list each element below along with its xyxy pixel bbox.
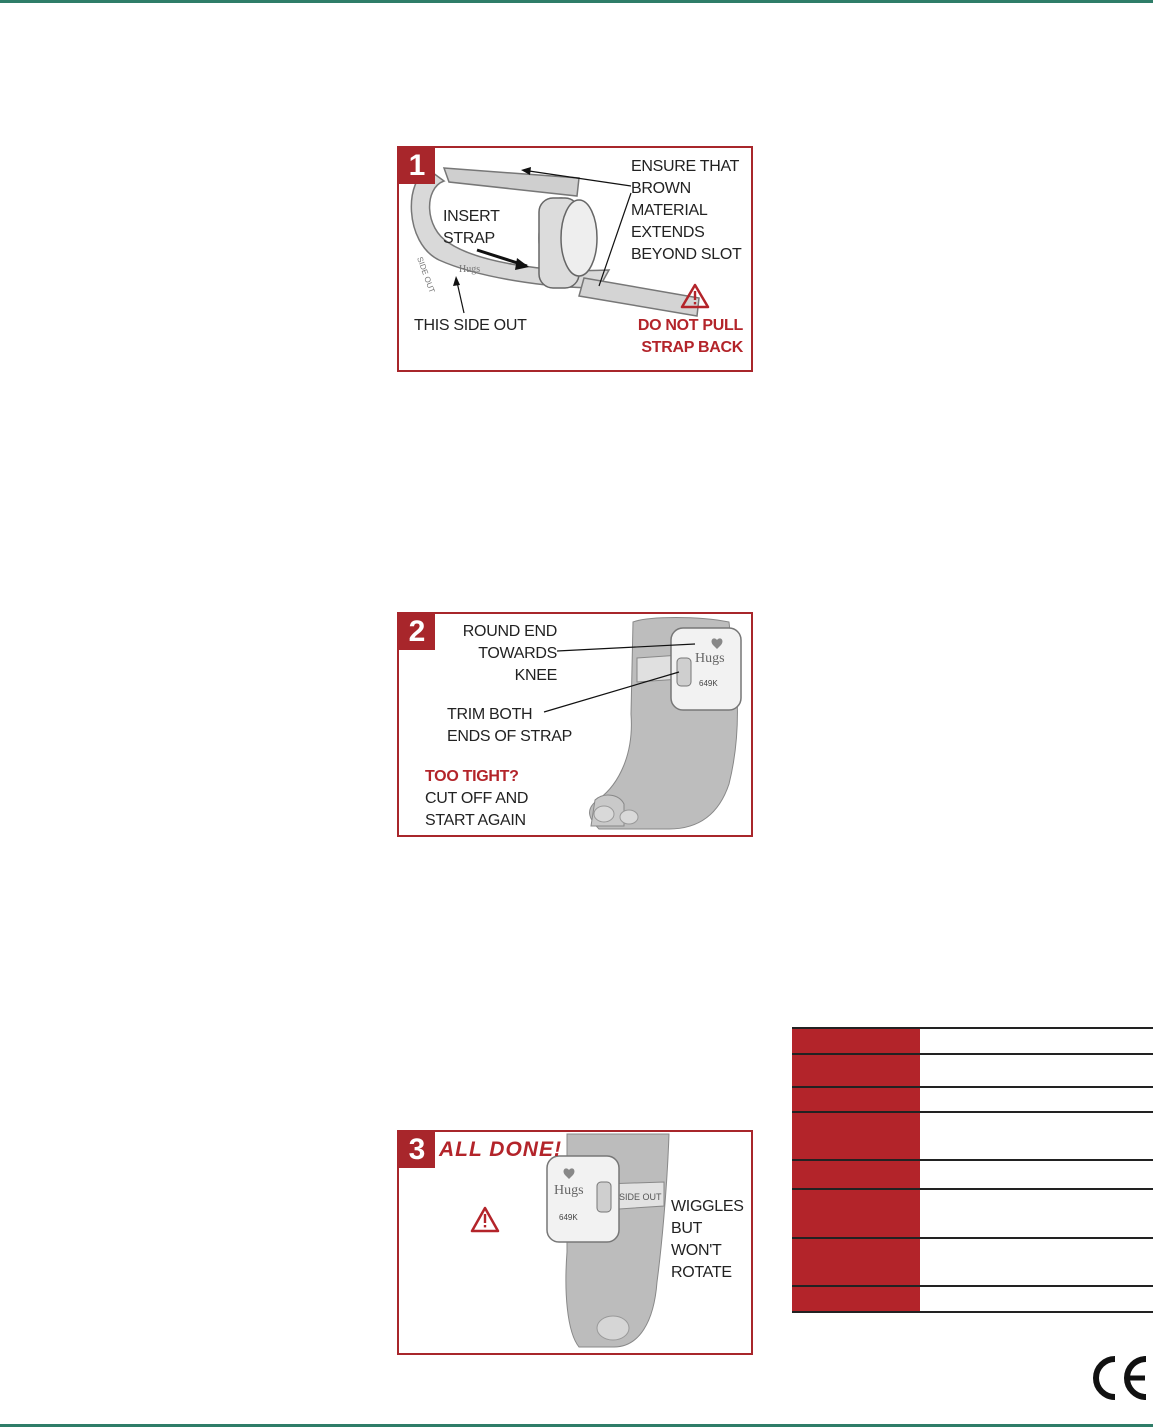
strap-side-print: SIDE OUT — [619, 1192, 662, 1202]
insert-strap-label: INSERT STRAP — [443, 208, 500, 247]
wiggles-label: WIGGLES BUT WON'T ROTATE — [671, 1198, 744, 1281]
tag-brand-print: Hugs — [695, 651, 725, 666]
spec-row — [792, 1161, 1153, 1190]
strap-side-print: SIDE OUT — [415, 255, 437, 295]
spec-row — [792, 1239, 1153, 1287]
step-2-panel — [397, 612, 753, 837]
do-not-pull-warning: DO NOT PULL STRAP BACK — [637, 317, 743, 356]
all-done-heading: ALL DONE! — [439, 1138, 562, 1161]
ce-mark — [1088, 1355, 1150, 1401]
step-1-panel — [397, 146, 753, 372]
spec-row — [792, 1088, 1153, 1113]
ensure-brown-material-label: ENSURE THAT BROWN MATERIAL EXTENDS BEYOND SLOT — [631, 158, 742, 263]
warning-triangle-icon — [472, 1208, 498, 1231]
too-tight-label: TOO TIGHT? — [425, 768, 519, 785]
tag-serial-print: 649K — [699, 679, 718, 688]
step-number: 2 — [399, 614, 435, 650]
spec-row — [792, 1113, 1153, 1161]
spec-row — [792, 1190, 1153, 1239]
tag-brand-print: Hugs — [554, 1183, 584, 1198]
tag-serial-print: 649K — [559, 1213, 578, 1222]
this-side-out-label: THIS SIDE OUT — [414, 317, 527, 334]
spec-row — [792, 1055, 1153, 1088]
round-end-label: ROUND END TOWARDS KNEE — [462, 623, 557, 684]
trim-both-ends-label: TRIM BOTH ENDS OF STRAP — [447, 706, 573, 745]
step-3-panel — [397, 1130, 753, 1355]
bottom-rule — [0, 1424, 1153, 1427]
step-number: 1 — [399, 148, 435, 184]
spec-row — [792, 1029, 1153, 1055]
strap-brand-print: Hugs — [459, 264, 481, 275]
cut-off-label: CUT OFF AND START AGAIN — [425, 790, 529, 829]
top-rule — [0, 0, 1153, 3]
spec-row — [792, 1287, 1153, 1313]
step-number: 3 — [399, 1132, 435, 1168]
spec-table — [792, 1027, 1153, 1313]
